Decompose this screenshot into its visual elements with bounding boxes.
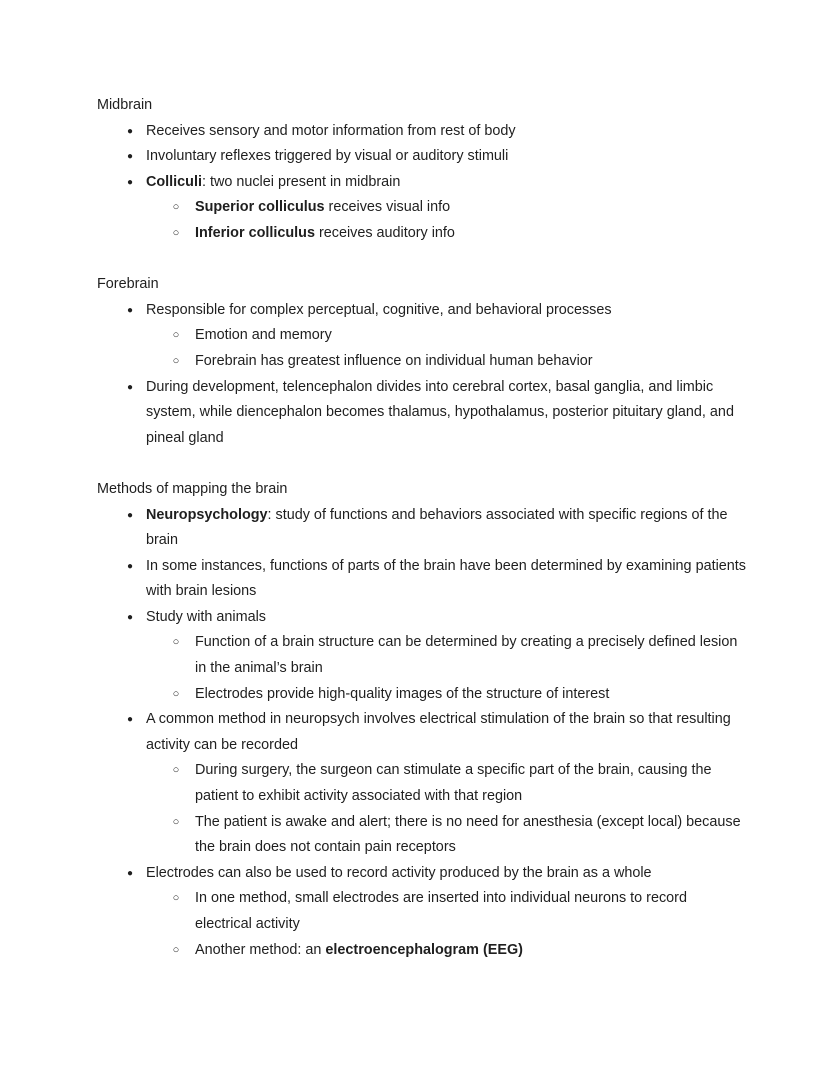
bullet-icon: ● bbox=[126, 304, 134, 316]
term-neuropsychology: Neuropsychology bbox=[146, 506, 268, 523]
bullet-icon: ● bbox=[126, 867, 134, 879]
sub-list-item bbox=[146, 630, 747, 681]
hollow-bullet-icon: ○ bbox=[172, 354, 180, 367]
term-eeg: electroencephalogram (EEG) bbox=[325, 941, 523, 958]
hollow-bullet-icon: ○ bbox=[172, 226, 180, 239]
section-heading: Forebrain bbox=[97, 276, 159, 293]
section-midbrain bbox=[97, 93, 747, 247]
hollow-bullet-icon: ○ bbox=[172, 329, 180, 342]
list-item-text: Receives sensory and motor information from rest of body bbox=[146, 122, 516, 139]
list-item-text: Study with animals bbox=[146, 608, 266, 625]
sub-bullet-list bbox=[146, 195, 747, 246]
sub-list-item bbox=[146, 886, 747, 937]
list-item-text: receives visual info bbox=[324, 199, 451, 216]
bullet-icon: ● bbox=[126, 176, 134, 188]
section-forebrain bbox=[97, 272, 747, 451]
list-item-text: : study of functions and behaviors associated with specific regions of the brain bbox=[146, 506, 728, 549]
list-item bbox=[97, 170, 747, 247]
list-item bbox=[97, 861, 747, 963]
hollow-bullet-icon: ○ bbox=[172, 892, 180, 905]
sub-list-item bbox=[146, 195, 747, 221]
sub-list-item bbox=[146, 323, 747, 349]
list-item-text: Forebrain has greatest influence on individual human behavior bbox=[195, 352, 593, 369]
list-item-text: A common method in neuropsych involves electrical stimulation of the brain so that resulting activity can be recorded bbox=[146, 711, 731, 753]
list-item-text: Electrodes can also be used to record activity produced by the brain as a whole bbox=[146, 864, 652, 881]
hollow-bullet-icon: ○ bbox=[172, 636, 180, 649]
list-item-text: receives auditory info bbox=[314, 224, 455, 241]
bullet-icon: ● bbox=[126, 381, 134, 393]
list-item bbox=[97, 503, 747, 554]
document-body bbox=[97, 93, 747, 989]
list-item-text: Another method: an bbox=[195, 941, 326, 958]
sub-bullet-list bbox=[146, 323, 747, 374]
bullet-list bbox=[97, 119, 747, 247]
bullet-icon: ● bbox=[126, 151, 134, 163]
list-item bbox=[97, 554, 747, 605]
bullet-list bbox=[97, 298, 747, 452]
list-item-text: The patient is awake and alert; there is no need for anesthesia (except local) because the brain does not contain pain receptors bbox=[195, 813, 741, 856]
list-item bbox=[97, 144, 747, 170]
list-item-text: In some instances, functions of parts of the brain have been determined by examining patients with brain lesions bbox=[146, 557, 746, 600]
sub-list-item bbox=[146, 758, 747, 809]
bullet-icon: ● bbox=[126, 509, 134, 521]
section-mapping bbox=[97, 477, 747, 963]
sub-bullet-list bbox=[146, 886, 747, 963]
hollow-bullet-icon: ○ bbox=[172, 201, 180, 214]
list-item-text: Responsible for complex perceptual, cognitive, and behavioral processes bbox=[146, 301, 612, 318]
term-superior-colliculus: Superior colliculus bbox=[195, 199, 325, 216]
section-heading: Methods of mapping the brain bbox=[97, 480, 288, 497]
list-item bbox=[97, 707, 747, 861]
list-item-text: In one method, small electrodes are inserted into individual neurons to record electrical activity bbox=[195, 890, 687, 932]
list-item bbox=[97, 119, 747, 145]
hollow-bullet-icon: ○ bbox=[172, 764, 180, 777]
list-item-text: : two nuclei present in midbrain bbox=[201, 173, 401, 190]
sub-list-item bbox=[146, 810, 747, 861]
hollow-bullet-icon: ○ bbox=[172, 687, 180, 700]
list-item-text: During surgery, the surgeon can stimulate a specific part of the brain, causing the patient to exhibit activity associated with that region bbox=[195, 762, 712, 805]
list-item bbox=[97, 298, 747, 375]
list-item-text: Function of a brain structure can be determined by creating a precisely defined lesion in the animal’s brain bbox=[195, 634, 738, 677]
bullet-icon: ● bbox=[126, 560, 134, 572]
sub-list-item bbox=[146, 938, 747, 964]
bullet-list bbox=[97, 503, 747, 964]
list-item bbox=[97, 375, 747, 452]
list-item-text: During development, telencephalon divides into cerebral cortex, basal ganglia, and limbic system, while diencephalon becomes thalamus, hypothalamus, posterior pituitary gland, and pineal gland bbox=[146, 378, 734, 446]
list-item-text: Involuntary reflexes triggered by visual or auditory stimuli bbox=[146, 148, 509, 165]
sub-bullet-list bbox=[146, 758, 747, 860]
bullet-icon: ● bbox=[126, 125, 134, 137]
list-item-text: Emotion and memory bbox=[195, 327, 332, 344]
term-inferior-colliculus: Inferior colliculus bbox=[195, 224, 315, 241]
list-item-text: Electrodes provide high-quality images of the structure of interest bbox=[195, 685, 610, 702]
bullet-icon: ● bbox=[126, 714, 134, 726]
bullet-icon: ● bbox=[126, 611, 134, 623]
sub-list-item bbox=[146, 221, 747, 247]
sub-bullet-list bbox=[146, 630, 747, 707]
hollow-bullet-icon: ○ bbox=[172, 943, 180, 956]
hollow-bullet-icon: ○ bbox=[172, 815, 180, 828]
list-item bbox=[97, 605, 747, 707]
section-heading: Midbrain bbox=[97, 97, 153, 113]
sub-list-item bbox=[146, 682, 747, 708]
sub-list-item bbox=[146, 349, 747, 375]
term-colliculi: Colliculi bbox=[146, 173, 202, 190]
